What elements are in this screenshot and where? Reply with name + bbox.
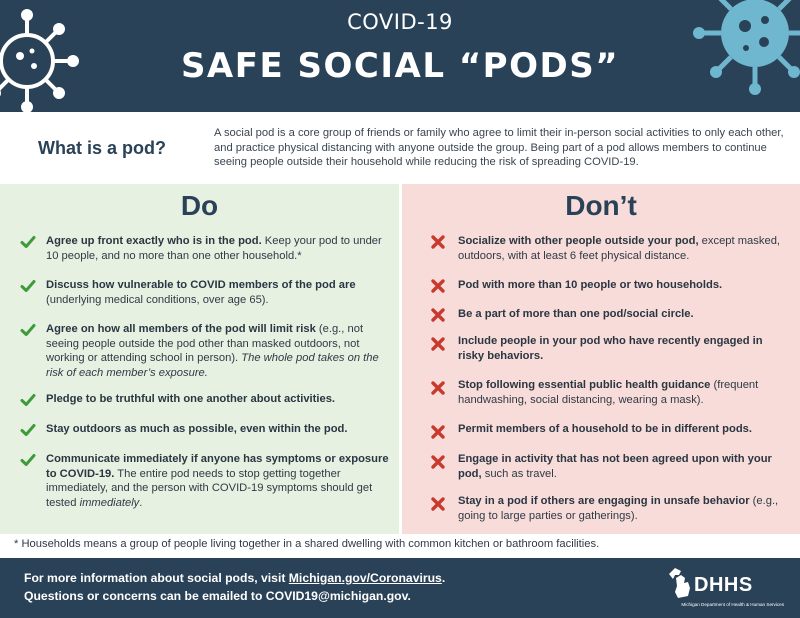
header-banner <box>0 0 800 112</box>
do-item <box>46 234 390 263</box>
x-icon <box>430 496 446 512</box>
dont-item <box>458 334 788 363</box>
dont-item <box>458 278 788 293</box>
check-icon <box>20 392 36 408</box>
dont-item-text: (e.g., going to large parties or gatherings). <box>458 495 779 522</box>
x-icon <box>430 234 446 250</box>
x-icon <box>430 424 446 440</box>
dont-item-text: such as travel. <box>481 467 557 480</box>
do-item-bold: Communicate immediately if anyone has symptoms or exposure to COVID-19. <box>46 453 389 480</box>
do-heading: Do <box>180 190 219 221</box>
do-item-italic: The whole pod takes on the risk of each member’s exposure. <box>46 352 379 379</box>
x-icon <box>430 454 446 470</box>
more-info-suffix: . <box>441 571 446 585</box>
dont-item-bold: Stay in a pod if others are engaging in unsafe behavior <box>458 495 750 507</box>
household-footnote: * Households means a group of people living together in a shared dwelling with common kitchen or bathroom facilities. <box>14 538 600 550</box>
more-info-line <box>24 571 445 585</box>
michigan-map-icon <box>666 566 696 600</box>
dont-item <box>458 494 788 523</box>
more-info-prefix: For more information about social pods, visit <box>24 571 289 585</box>
do-item-tail: . <box>139 496 143 509</box>
x-icon <box>430 380 446 396</box>
do-item-text: (underlying medical conditions, over age 65). <box>46 293 269 306</box>
do-item-text: The entire pod needs to stop getting together immediately, and the person with COVID-19 symptoms should get tested <box>46 467 373 509</box>
check-icon <box>20 322 36 338</box>
page-title: SAFE SOCIAL “PODS” <box>180 46 620 86</box>
pod-definition-section <box>0 112 800 184</box>
do-item <box>46 278 390 307</box>
do-item <box>46 422 390 437</box>
dont-item-bold: Pod with more than 10 people or two households. <box>458 279 723 291</box>
dont-item <box>458 378 788 407</box>
dont-item-bold: Permit members of a household to be in different pods. <box>458 423 753 435</box>
do-item-bold: Stay outdoors as much as possible, even within the pod. <box>46 423 348 435</box>
do-item-bold: Agree on how all members of the pod will limit risk <box>46 323 316 335</box>
check-icon <box>20 234 36 250</box>
x-icon <box>430 336 446 352</box>
dont-item-bold: Include people in your pod who have recently engaged in risky behaviors. <box>458 335 763 362</box>
check-icon <box>20 422 36 438</box>
check-icon <box>20 452 36 468</box>
dont-item <box>458 422 788 437</box>
dont-item-text: (frequent handwashing, social distancing, wearing a mask). <box>458 379 759 406</box>
dont-item-bold: Be a part of more than one pod/social circle. <box>458 308 694 320</box>
do-item <box>46 322 390 380</box>
logo-subtitle: Michigan Department of Health & Human Services <box>681 602 784 607</box>
do-item-bold: Agree up front exactly who is in the pod. <box>46 235 262 247</box>
check-icon <box>20 278 36 294</box>
coronavirus-site-link[interactable]: Michigan.gov/Coronavirus <box>288 571 442 585</box>
do-item-bold: Discuss how vulnerable to COVID members of the pod are <box>46 279 356 291</box>
do-item-bold: Pledge to be truthful with one another about activities. <box>46 393 336 405</box>
dont-item <box>458 234 788 263</box>
footer <box>0 558 800 618</box>
do-item-text: (e.g., not seeing people outside the pod other than masked outdoors, not working or attending school in person). <box>46 323 364 364</box>
do-item-italic: immediately <box>79 496 140 509</box>
do-item <box>46 452 390 510</box>
mdhhs-logo <box>664 566 782 612</box>
logo-wordmark: DHHS <box>694 574 753 596</box>
dont-item-bold: Stop following essential public health guidance <box>458 379 711 391</box>
dont-item <box>458 452 788 481</box>
definition-heading: What is a pod? <box>38 138 166 158</box>
x-icon <box>430 278 446 294</box>
dont-item <box>458 307 788 322</box>
dont-item-bold: Socialize with other people outside your pod, <box>458 235 699 247</box>
dont-column <box>402 184 800 534</box>
dont-item-bold: Engage in activity that has not been agreed upon with your pod, <box>458 453 772 480</box>
do-column <box>0 184 399 534</box>
do-item <box>46 392 390 407</box>
do-item-text: Keep your pod to under 10 people, and no more than one other household.* <box>46 235 382 262</box>
dont-heading: Don’t <box>565 190 637 221</box>
x-icon <box>430 307 446 323</box>
definition-text: A social pod is a core group of friends or family who agree to limit their in-person social activities to only each other, and practice physical distancing with anyone outside the group. Being part of a pod allows members to continue seeing people outside their household while reducing the risk of spreading COVID-19. <box>214 127 784 168</box>
dont-item-text: except masked, outdoors, with at least 6 feet physical distance. <box>458 235 781 262</box>
contact-email-line: Questions or concerns can be emailed to COVID19@michigan.gov. <box>24 589 411 603</box>
header-supertitle: COVID-19 <box>347 10 453 34</box>
